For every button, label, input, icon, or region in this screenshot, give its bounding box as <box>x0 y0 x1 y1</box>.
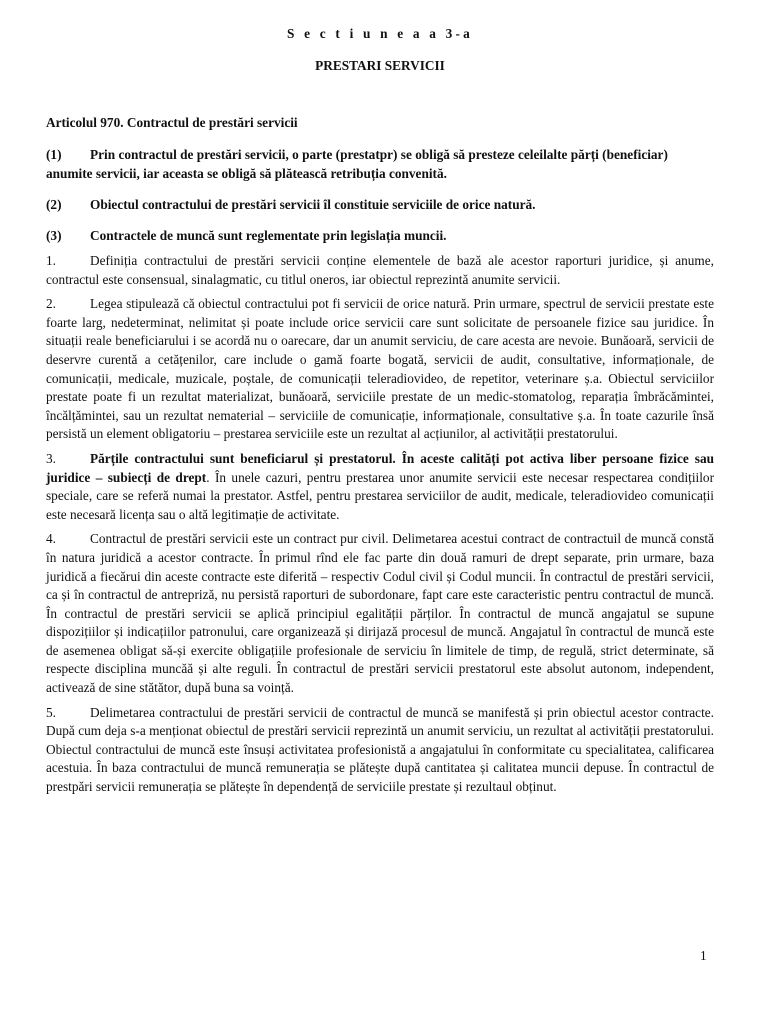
law-paragraph-3 <box>46 226 714 245</box>
law-paragraph-number: (3) <box>46 228 62 243</box>
page-number: 1 <box>700 948 707 963</box>
article-title: Articolul 970. Contractul de prestări servicii <box>46 115 298 130</box>
section-title: S e c t i u n e a a 3-a <box>287 26 473 41</box>
law-paragraph-number: (1) <box>46 147 62 162</box>
comment-paragraph-2 <box>46 295 714 444</box>
comment-bold-text: Părțile contractului sunt beneficiarul și prestatorul. În aceste calități pot activa liber persoane fizice sau juridice – subiecți de drept <box>46 450 714 485</box>
comment-paragraph-1 <box>46 252 714 289</box>
law-paragraph-1 <box>46 145 714 183</box>
comment-paragraph-3 <box>46 450 714 524</box>
comment-text: Legea stipulează că obiectul contractului pot fi servicii de orice natură. Prin urmare, spectrul de servicii prestate este foarte larg, nedeterminat, nelimitat și poate include orice servicii care sunt solicitate de persoanele fizice sau juridice. În situații reale beneficiarului i se acordă nu o oarecare, dar un anumit serviciu, de care acesta are nevoie. Bunăoară, servicii de deservre curentă a cetățenilor, care include o gamă foarte bogată, servicii de audit, consultative, informaționale, de comunicații, medicale, muzicale, poștale, de comunicații teleradiovideo, de repetitor, veterinare ș.a. Obiectul serviciilor prestate poate fi un rezultat materializat, bunăoară, serviciile prestate de un medic-stomatolog, reparația îmbrăcămintei, încălțămintei, sau un rezultat nematerial – serviciile de comunicație, informaționale, consultative ș.a. În toate cazurile însă persistă un element obligatoriu – prestarea serviciile este un rezultat al acțiunilor, al activității prestatorului. <box>46 296 714 442</box>
law-paragraph-text: Prin contractul de prestări servicii, o parte (prestatpr) se obligă să presteze celeilalte părți (beneficiar) anumite servicii, iar aceasta se obligă să plătească retribuția convenită. <box>46 147 668 181</box>
comment-number: 4. <box>46 531 56 547</box>
law-paragraph-2 <box>46 195 714 214</box>
law-paragraph-text: Obiectul contractului de prestări servicii îl constituie serviciile de orice natură. <box>90 197 536 212</box>
law-paragraph-text: Contractele de muncă sunt reglementate prin legislația muncii. <box>90 228 447 243</box>
part-title: PRESTARI SERVICII <box>315 58 445 73</box>
comment-number: 5. <box>46 704 56 720</box>
comment-text: Contractul de prestări servicii este un contract pur civil. Delimetarea acestui contract de contractuil de muncă constă în natura juridică a acestor contracte. În primul rînd ele fac parte din două ramuri de drept separate, prin urmare, baza juridică a fiecărui din aceste contracte este diferită – respectiv Codul civil și Codul muncii. În contractul de prestări servicii, ca și în contractul de antrepriză, nu persistă raporturi de subordonare, fapt care este caracteristic pentru contractul de muncă. În contractul de prestări servicii se aplică principiul egalității părților. În contractul de muncă angajatul se supune dispozițiilor și indicațiilor patronului, care organizează și dirijază procesul de muncă. Angajatul în contractul de muncă este de asemenea obligat să-și exercite obligațiile profesionale de serviciu în limitele de timp, de regulă, strict determinate, să respecte disciplina muncăă și alte reguli. În contractul de prestări servicii prestatorul este absolut autonom, independent, activează de sine stătător, după buna sa voință. <box>46 531 714 696</box>
comment-text: Definiția contractului de prestări servicii conține elementele de bază ale acestor raporturi juridice, și anume, contractul este consensual, sinalagmatic, cu titlul oneros, iar obiectul reprezintă anumite servicii. <box>46 253 714 287</box>
law-paragraph-number: (2) <box>46 197 62 212</box>
document-page <box>46 24 714 797</box>
comment-number: 2. <box>46 296 56 312</box>
comment-text: . În unele cazuri, pentru prestarea unor anumite servicii este necesar respectarea condițiilor speciale, care se referă numai la prestator. Astfel, pentru prestarea serviciilor de audit, medicale, teleradiovideo comunicații este necesară licența sau o altă legitimație de activitate. <box>46 469 714 522</box>
comment-number: 1. <box>46 253 56 268</box>
comment-paragraph-5 <box>46 704 714 797</box>
comment-text: Delimetarea contractului de prestări servicii de contractul de muncă se manifestă și prin obiectul acestor contracte. După cum deja s-a menționat obiectul de prestări servicii reprezintă un anumit serviciu, un rezultat al activității prestatorului. Obiectul contractului de muncă este însuși activitatea profesionistă a angajatului în conformitate cu specialitatea, calificarea acestuia. În baza contractului de muncă remunerația se plătește după cantitatea și calitatea muncii depuse. În contractul de prestpări servicii remunerația se plătește în dependență de serviciile prestate și rezultaul obținut. <box>46 704 714 795</box>
comment-paragraph-4 <box>46 530 714 697</box>
comment-number: 3. <box>46 450 56 466</box>
